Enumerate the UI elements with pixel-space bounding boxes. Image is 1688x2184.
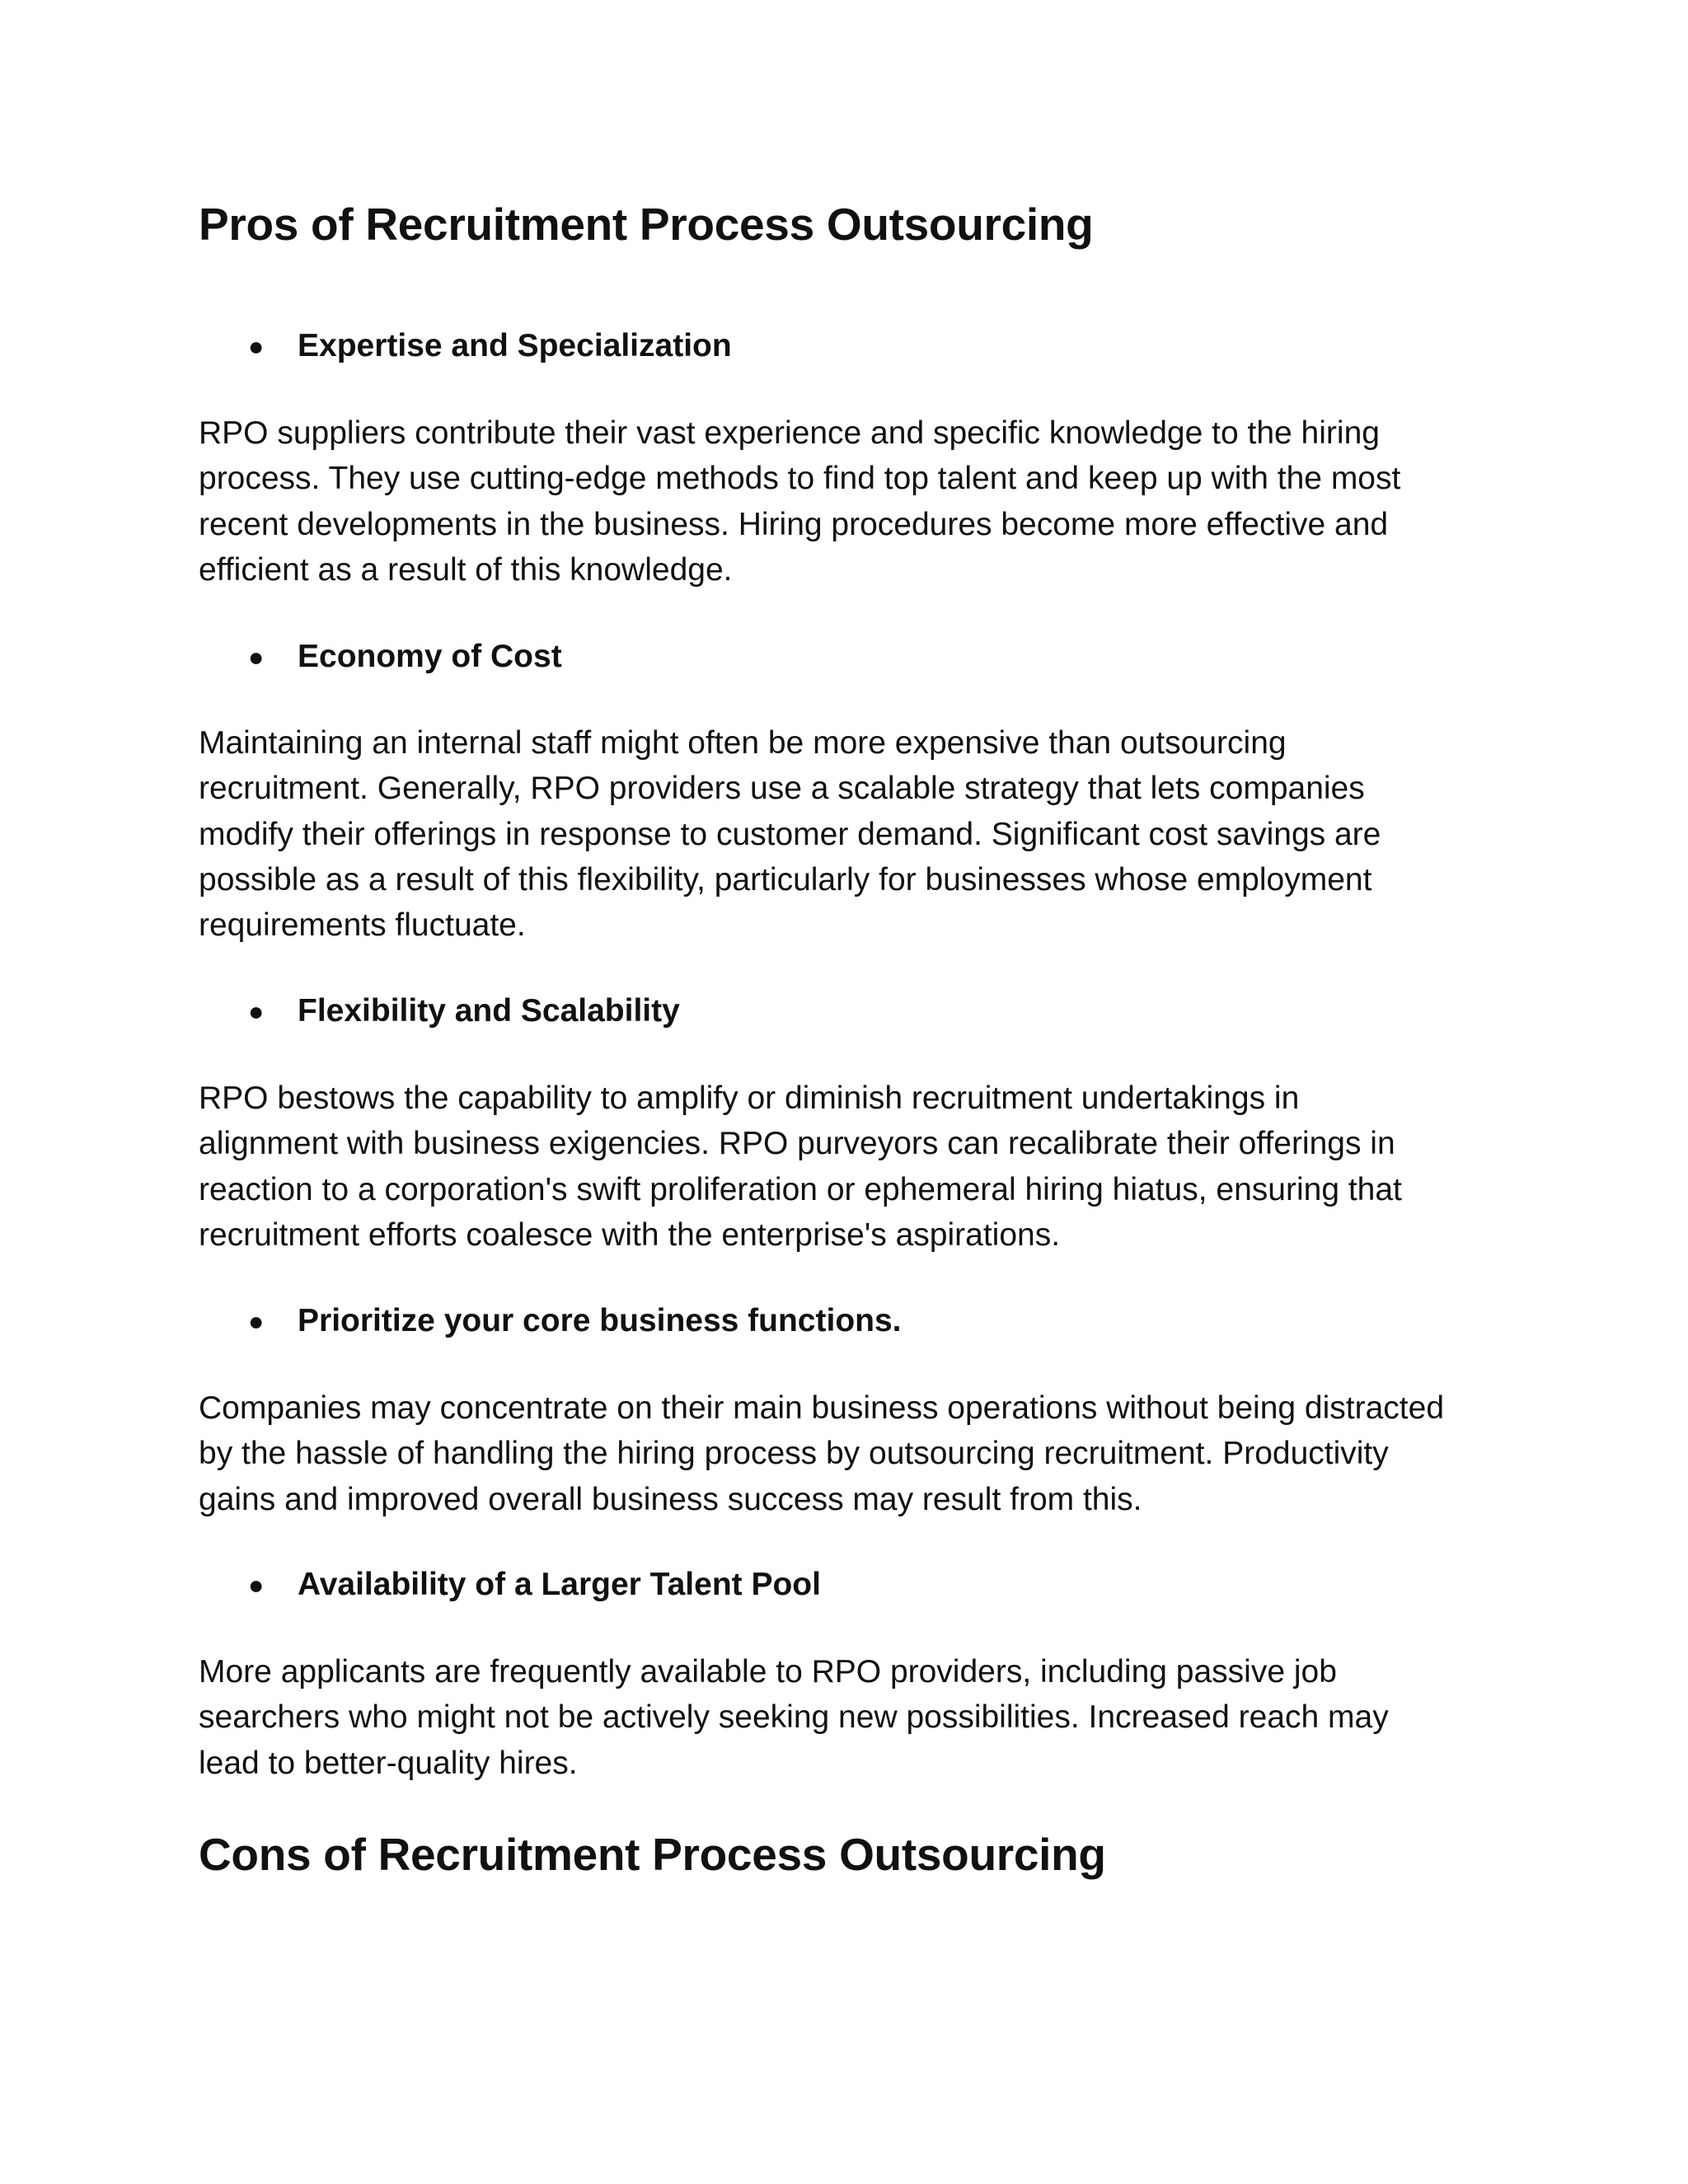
pros-item-4-title: Prioritize your core business functions. <box>298 1303 902 1338</box>
pros-item-5-paragraph: More applicants are frequently available to RPO providers, including passive job searchers who might not be actively seeking new possibilities. Increased reach may lead to better-quality hires. <box>199 1654 1389 1781</box>
pros-item-3-paragraph: RPO bestows the capability to amplify or diminish recruitment undertakings in alignment with business exigencies. RPO purveyors can recalibrate their offerings in reaction to a corporation's swift proliferation or ephemeral hiring hiatus, ensuring that recruitment efforts coalesce with the enterprise's aspirations. <box>199 1080 1402 1253</box>
bullet-dot-icon: ● <box>248 642 265 672</box>
bullet-dot-icon: ● <box>248 331 265 361</box>
pros-item-2-title: Economy of Cost <box>298 639 562 674</box>
pros-item-1-paragraph: RPO suppliers contribute their vast experience and specific knowledge to the hiring process. They use cutting-edge methods to find top talent and keep up with the most recent developments in the business. Hiring procedures become more effective and efficient as a result of this knowledge. <box>199 415 1401 588</box>
pros-item-1-title: Expertise and Specialization <box>298 328 732 363</box>
cons-heading: Cons of Recruitment Process Outsourcing <box>199 1829 1106 1880</box>
pros-heading: Pros of Recruitment Process Outsourcing <box>199 199 1094 250</box>
pros-item-3-title: Flexibility and Scalability <box>298 993 680 1029</box>
bullet-dot-icon: ● <box>248 1306 265 1336</box>
bullet-dot-icon: ● <box>248 1570 265 1600</box>
bullet-dot-icon: ● <box>248 996 265 1026</box>
pros-item-5-title: Availability of a Larger Talent Pool <box>298 1567 821 1602</box>
pros-item-2-paragraph: Maintaining an internal staff might often be more expensive than outsourcing recruitment. Generally, RPO providers use a scalable strategy that lets companies modify their offerings in response to customer demand. Significant cost savings are possible as a result of this flexibility, particularly for businesses whose employment requirements fluctuate. <box>199 725 1381 944</box>
pros-item-4-paragraph: Companies may concentrate on their main business operations without being distracted by the hassle of handling the hiring process by outsourcing recruitment. Productivity gains and improved overall business success may result from this. <box>199 1390 1445 1517</box>
